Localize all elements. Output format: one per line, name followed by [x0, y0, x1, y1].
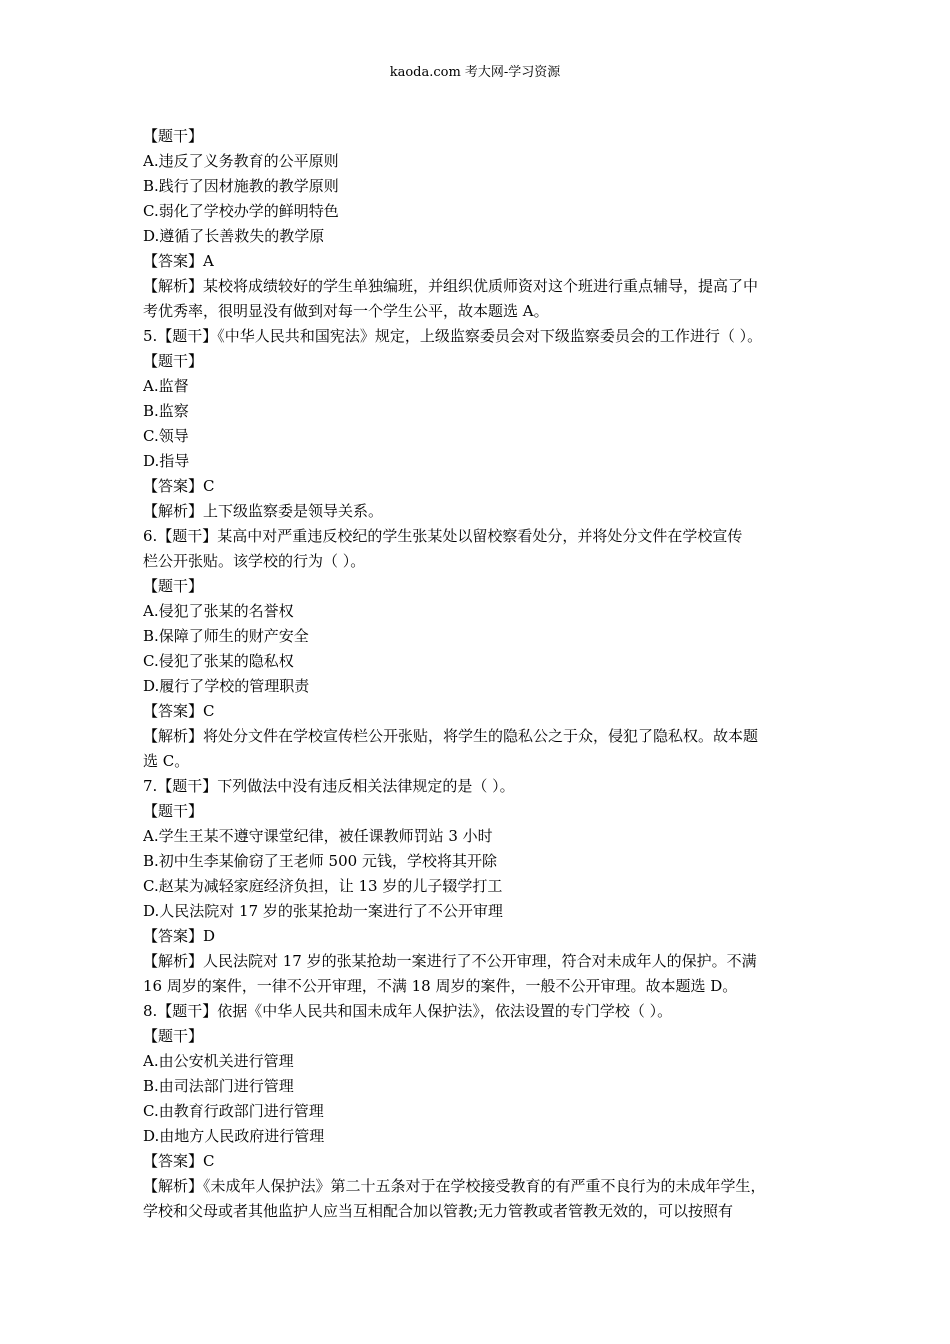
text-line: 7.【题干】下列做法中没有违反相关法律规定的是（ ）。: [143, 777, 515, 795]
text-line: C.侵犯了张某的隐私权: [143, 652, 294, 670]
text-line: B.监察: [143, 402, 189, 420]
text-line: 【答案】C: [143, 477, 215, 495]
text-line: 【解析】上下级监察委是领导关系。: [143, 502, 384, 520]
text-line: 【答案】C: [143, 702, 215, 720]
text-line: B.践行了因材施教的教学原则: [143, 177, 339, 195]
text-line: B.保障了师生的财产安全: [143, 627, 309, 645]
text-line: 【题干】: [143, 802, 204, 820]
text-line: 8.【题干】依据《中华人民共和国未成年人保护法》，依法设置的专门学校（ ）。: [143, 1002, 673, 1020]
text-line: 栏公开张贴。该学校的行为（ ）。: [143, 552, 366, 570]
text-line: 5.【题干】《中华人民共和国宪法》规定，上级监察委员会对下级监察委员会的工作进行（ ）。: [143, 327, 763, 345]
text-line: 选 C。: [143, 752, 190, 770]
text-line: 考优秀率，很明显没有做到对每一个学生公平，故本题选 A。: [143, 302, 549, 320]
text-line: A.违反了义务教育的公平原则: [143, 152, 339, 170]
text-line: 【解析】人民法院对 17 岁的张某抢劫一案进行了不公开审理，符合对未成年人的保护。不满: [143, 952, 757, 970]
text-line: 【答案】C: [143, 1152, 215, 1170]
document-body: [143, 124, 815, 1224]
text-line: 【解析】《未成年人保护法》第二十五条对于在学校接受教育的有严重不良行为的未成年学生，: [143, 1177, 766, 1195]
text-line: 16 周岁的案件，一律不公开审理，不满 18 周岁的案件，一般不公开审理。故本题选 D。: [143, 977, 738, 995]
text-line: D.由地方人民政府进行管理: [143, 1127, 325, 1145]
text-line: A.侵犯了张某的名誉权: [143, 602, 294, 620]
text-line: A.监督: [143, 377, 189, 395]
text-line: 【题干】: [143, 127, 204, 145]
text-line: 学校和父母或者其他监护人应当互相配合加以管教;无力管教或者管教无效的，可以按照有: [143, 1202, 734, 1220]
text-line: 【题干】: [143, 352, 204, 370]
text-line: D.遵循了长善救失的教学原: [143, 227, 325, 245]
text-line: 6.【题干】某高中对严重违反校纪的学生张某处以留校察看处分，并将处分文件在学校宣传: [143, 527, 743, 545]
text-line: A.学生王某不遵守课堂纪律，被任课教师罚站 3 小时: [143, 827, 493, 845]
text-line: C.弱化了学校办学的鲜明特色: [143, 202, 339, 220]
text-line: D.履行了学校的管理职责: [143, 677, 310, 695]
text-line: 【答案】D: [143, 927, 216, 945]
text-line: 【解析】某校将成绩较好的学生单独编班，并组织优质师资对这个班进行重点辅导，提高了中: [143, 277, 759, 295]
text-line: D.人民法院对 17 岁的张某抢劫一案进行了不公开审理: [143, 902, 503, 920]
text-line: 【题干】: [143, 1027, 204, 1045]
text-line: C.赵某为减轻家庭经济负担，让 13 岁的儿子辍学打工: [143, 877, 503, 895]
page-header: kaoda.com 考大网-学习资源: [389, 65, 561, 80]
text-line: 【答案】A: [143, 252, 214, 270]
text-line: C.由教育行政部门进行管理: [143, 1102, 324, 1120]
text-line: C.领导: [143, 427, 189, 445]
text-line: B.由司法部门进行管理: [143, 1077, 294, 1095]
text-line: B.初中生李某偷窃了王老师 500 元钱，学校将其开除: [143, 852, 497, 870]
text-line: 【解析】将处分文件在学校宣传栏公开张贴，将学生的隐私公之于众，侵犯了隐私权。故本题: [143, 727, 759, 745]
text-line: A.由公安机关进行管理: [143, 1052, 294, 1070]
text-line: D.指导: [143, 452, 190, 470]
text-line: 【题干】: [143, 577, 204, 595]
